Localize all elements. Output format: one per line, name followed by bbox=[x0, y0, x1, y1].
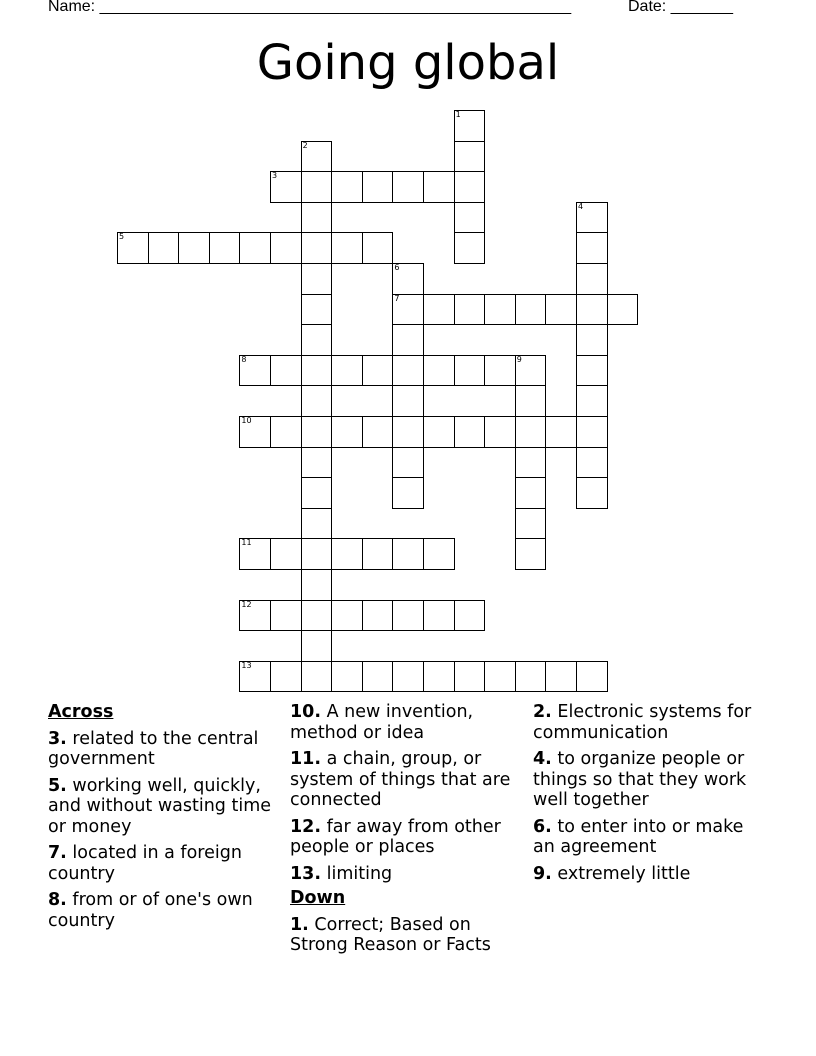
grid-cell[interactable] bbox=[392, 263, 424, 295]
grid-cell[interactable] bbox=[576, 232, 608, 264]
grid-cell[interactable] bbox=[484, 416, 516, 448]
grid-cell[interactable] bbox=[576, 416, 608, 448]
grid-cell[interactable] bbox=[576, 202, 608, 234]
grid-cell[interactable] bbox=[331, 355, 363, 387]
clue-across-11: 11. a chain, group, or system of things that are connected bbox=[290, 749, 511, 810]
name-field[interactable]: Name: _____________________________________________________ bbox=[48, 0, 572, 15]
grid-cell[interactable] bbox=[607, 294, 639, 326]
grid-cell[interactable] bbox=[301, 600, 333, 632]
grid-cell[interactable] bbox=[239, 416, 271, 448]
grid-cell[interactable] bbox=[209, 232, 241, 264]
grid-cell[interactable] bbox=[454, 171, 486, 203]
clue-down-6: 6. to enter into or make an agreement bbox=[533, 816, 744, 857]
grid-cell[interactable] bbox=[576, 294, 608, 326]
grid-cell[interactable] bbox=[301, 263, 333, 295]
grid-cell[interactable] bbox=[576, 661, 608, 693]
clue-number: 3 bbox=[272, 171, 278, 181]
grid-cell[interactable] bbox=[301, 324, 333, 356]
grid-cell[interactable] bbox=[362, 661, 394, 693]
grid-cell[interactable] bbox=[178, 232, 210, 264]
grid-cell[interactable] bbox=[454, 355, 486, 387]
grid-cell[interactable] bbox=[239, 600, 271, 632]
clue-number: 13 bbox=[241, 660, 252, 670]
grid-cell[interactable] bbox=[423, 171, 455, 203]
grid-cell[interactable] bbox=[392, 385, 424, 417]
clue-across-13: 13. limiting bbox=[290, 863, 393, 884]
clue-number: 1 bbox=[455, 110, 461, 119]
grid-cell[interactable] bbox=[270, 416, 302, 448]
grid-cell[interactable] bbox=[301, 171, 333, 203]
clue-across-12: 12. far away from other people or places bbox=[290, 816, 501, 857]
grid-cell[interactable] bbox=[148, 232, 180, 264]
grid-cell[interactable] bbox=[301, 508, 333, 540]
grid-cell[interactable] bbox=[515, 508, 547, 540]
grid-cell[interactable] bbox=[423, 538, 455, 570]
clues-column-3 bbox=[533, 702, 768, 890]
grid-cell[interactable] bbox=[270, 538, 302, 570]
grid-cell[interactable] bbox=[454, 202, 486, 234]
clue-number: 2 bbox=[302, 140, 308, 150]
clue-number: 7 bbox=[394, 293, 400, 303]
clue-number: 6 bbox=[394, 263, 400, 272]
grid-cell[interactable] bbox=[515, 477, 547, 509]
clue-number: 8 bbox=[241, 354, 247, 364]
clue-number: 11 bbox=[241, 538, 252, 548]
grid-cell[interactable] bbox=[270, 232, 302, 264]
grid-cell[interactable] bbox=[576, 263, 608, 295]
clue-number: 5 bbox=[119, 232, 125, 242]
date-field[interactable]: Date: _______ bbox=[628, 0, 733, 15]
grid-cell[interactable] bbox=[362, 538, 394, 570]
grid-cell[interactable] bbox=[515, 538, 547, 570]
grid-cell[interactable] bbox=[545, 294, 577, 326]
grid-cell[interactable] bbox=[392, 600, 424, 632]
grid-cell[interactable] bbox=[301, 385, 333, 417]
grid-cell[interactable] bbox=[392, 416, 424, 448]
grid-cell[interactable] bbox=[239, 232, 271, 264]
grid-cell[interactable] bbox=[362, 171, 394, 203]
clues-column-2 bbox=[290, 702, 525, 962]
grid-cell[interactable] bbox=[301, 232, 333, 264]
grid-cell[interactable] bbox=[484, 661, 516, 693]
clue-down-1: 1. Correct; Based on Strong Reason or Facts bbox=[290, 914, 491, 955]
grid-cell[interactable] bbox=[301, 661, 333, 693]
grid-cell[interactable] bbox=[239, 538, 271, 570]
grid-cell[interactable] bbox=[454, 110, 486, 142]
grid-cell[interactable] bbox=[331, 416, 363, 448]
grid-cell[interactable] bbox=[301, 202, 333, 234]
clue-down-2: 2. Electronic systems for communication bbox=[533, 702, 752, 743]
grid-cell[interactable] bbox=[454, 416, 486, 448]
grid-cell[interactable] bbox=[392, 324, 424, 356]
grid-cell[interactable] bbox=[392, 477, 424, 509]
grid-cell[interactable] bbox=[576, 385, 608, 417]
grid-cell[interactable] bbox=[545, 661, 577, 693]
grid-cell[interactable] bbox=[331, 232, 363, 264]
grid-cell[interactable] bbox=[423, 661, 455, 693]
grid-cell[interactable] bbox=[515, 447, 547, 479]
grid-cell[interactable] bbox=[515, 385, 547, 417]
grid-cell[interactable] bbox=[454, 600, 486, 632]
grid-cell[interactable] bbox=[515, 355, 547, 387]
grid-cell[interactable] bbox=[576, 447, 608, 479]
grid-cell[interactable] bbox=[301, 355, 333, 387]
clue-number: 10 bbox=[241, 416, 252, 425]
grid-cell[interactable] bbox=[423, 294, 455, 326]
clue-across-5: 5. working well, quickly, and without wasting time or money bbox=[48, 775, 272, 837]
grid-cell[interactable] bbox=[362, 416, 394, 448]
grid-cell[interactable] bbox=[454, 661, 486, 693]
grid-cell[interactable] bbox=[454, 141, 486, 173]
grid-cell[interactable] bbox=[270, 171, 302, 203]
grid-cell[interactable] bbox=[331, 600, 363, 632]
grid-cell[interactable] bbox=[545, 416, 577, 448]
grid-cell[interactable] bbox=[392, 447, 424, 479]
grid-cell[interactable] bbox=[270, 661, 302, 693]
grid-cell[interactable] bbox=[515, 294, 547, 326]
grid-cell[interactable] bbox=[239, 661, 271, 693]
grid-cell[interactable] bbox=[392, 538, 424, 570]
down-heading: Down bbox=[290, 888, 346, 908]
grid-cell[interactable] bbox=[515, 416, 547, 448]
page-title: Going global bbox=[256, 35, 560, 91]
grid-cell[interactable] bbox=[423, 600, 455, 632]
clue-down-9: 9. extremely little bbox=[533, 863, 691, 884]
grid-cell[interactable] bbox=[392, 171, 424, 203]
grid-cell[interactable] bbox=[301, 294, 333, 326]
grid-cell[interactable] bbox=[331, 171, 363, 203]
grid-cell[interactable] bbox=[331, 538, 363, 570]
grid-cell[interactable] bbox=[515, 661, 547, 693]
grid-cell[interactable] bbox=[301, 416, 333, 448]
clue-down-4: 4. to organize people or things so that they work well together bbox=[533, 749, 747, 810]
grid-cell[interactable] bbox=[454, 294, 486, 326]
grid-cell[interactable] bbox=[301, 447, 333, 479]
clue-across-10: 10. A new invention, method or idea bbox=[290, 702, 474, 743]
grid-cell[interactable] bbox=[576, 324, 608, 356]
grid-cell[interactable] bbox=[301, 569, 333, 601]
grid-cell[interactable] bbox=[270, 600, 302, 632]
clue-number: 4 bbox=[578, 201, 584, 211]
clue-across-8: 8. from or of one's own country bbox=[48, 890, 253, 931]
grid-cell[interactable] bbox=[117, 232, 149, 264]
grid-cell[interactable] bbox=[301, 630, 333, 662]
grid-cell[interactable] bbox=[576, 477, 608, 509]
grid-cell[interactable] bbox=[484, 355, 516, 387]
grid-cell[interactable] bbox=[423, 355, 455, 387]
grid-cell[interactable] bbox=[392, 294, 424, 326]
grid-cell[interactable] bbox=[331, 661, 363, 693]
across-heading: Across bbox=[48, 702, 114, 722]
grid-cell[interactable] bbox=[301, 538, 333, 570]
grid-cell[interactable] bbox=[576, 355, 608, 387]
clues-column-1 bbox=[48, 702, 283, 937]
clue-number: 9 bbox=[516, 354, 522, 364]
grid-cell[interactable] bbox=[301, 141, 333, 173]
grid-cell[interactable] bbox=[239, 355, 271, 387]
grid-cell[interactable] bbox=[362, 355, 394, 387]
grid-cell[interactable] bbox=[392, 355, 424, 387]
grid-cell[interactable] bbox=[270, 355, 302, 387]
grid-cell[interactable] bbox=[362, 232, 394, 264]
grid-cell[interactable] bbox=[392, 661, 424, 693]
clue-number: 12 bbox=[241, 599, 252, 609]
grid-cell[interactable] bbox=[301, 477, 333, 509]
grid-cell[interactable] bbox=[362, 600, 394, 632]
grid-cell[interactable] bbox=[484, 294, 516, 326]
grid-cell[interactable] bbox=[423, 416, 455, 448]
clue-across-3: 3. related to the central government bbox=[48, 728, 259, 769]
grid-cell[interactable] bbox=[454, 232, 486, 264]
clue-across-7: 7. located in a foreign country bbox=[48, 843, 242, 884]
